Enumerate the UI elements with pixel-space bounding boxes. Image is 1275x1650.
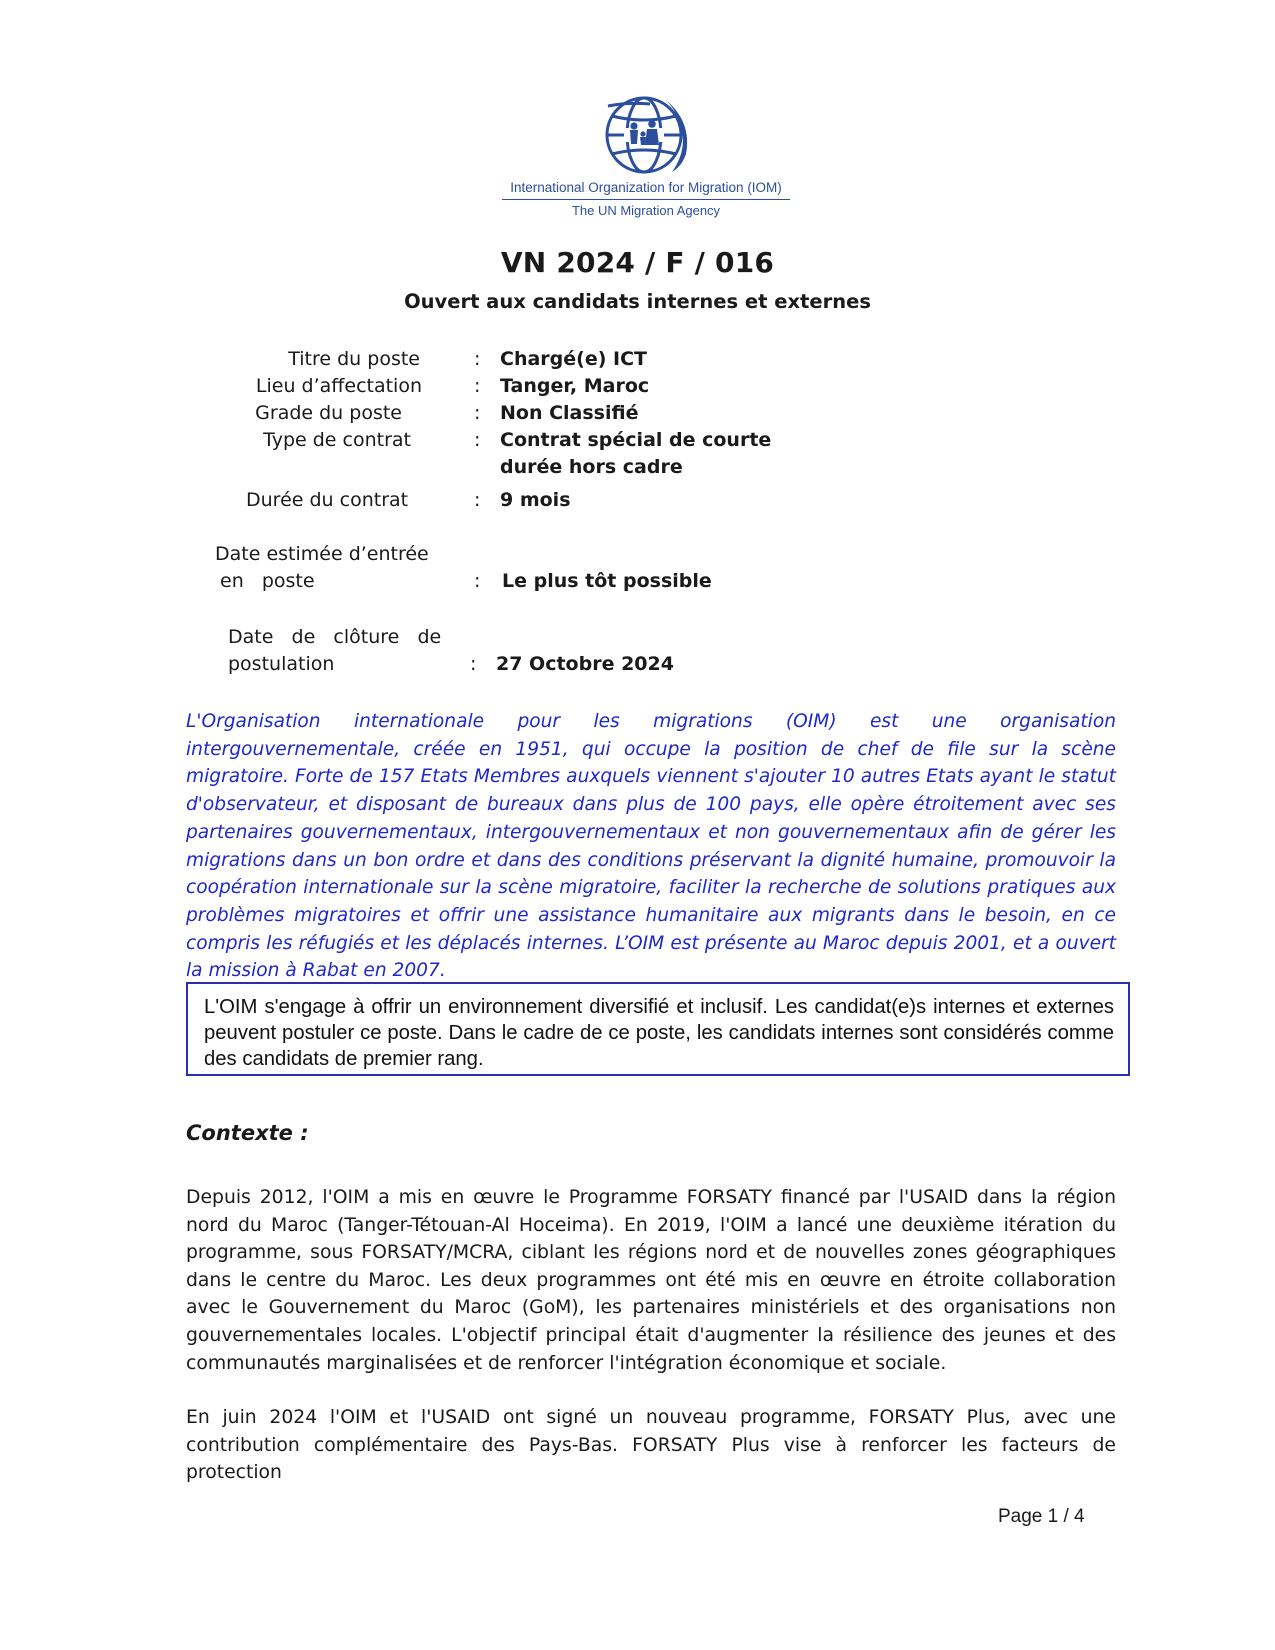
context-heading: Contexte : [186,1121,309,1145]
start-date-value: Le plus tôt possible [502,570,712,592]
iom-logo [496,92,796,218]
logo-divider [502,199,790,200]
location-value: Tanger, Maroc [500,375,650,397]
vacancy-reference: VN 2024 / F / 016 [500,246,775,279]
duration-value: 9 mois [500,489,571,511]
contract-type-value-line2: durée hors cadre [500,456,683,478]
contract-type-colon: : [474,429,481,451]
contract-type-label: Type de contrat [263,429,411,451]
closing-date-value: 27 Octobre 2024 [496,653,674,675]
grade-colon: : [474,402,481,424]
logo-organization-name: International Organization for Migration (IOM) [510,180,782,195]
closing-date-colon: : [470,653,477,675]
closing-date-label-line1: Date de clôture de [228,626,442,648]
post-title-value: Chargé(e) ICT [500,348,647,370]
start-date-colon: : [474,570,481,592]
vacancy-subtitle: Ouvert aux candidats internes et externes [404,290,871,313]
logo-tagline: The UN Migration Agency [571,203,721,218]
context-paragraph-2: En juin 2024 l'OIM et l'USAID ont signé un nouveau programme, FORSATY Plus, avec une contribution complémentaire des Pays-Bas. FORSATY Plus vise à renforcer les facteurs de protection [186,1407,1116,1484]
grade-label: Grade du poste [255,402,402,424]
iom-introduction-paragraph: L'Organisation internationale pour les migrations (OIM) est une organisation intergouvernementale, créée en 1951, qui occupe la position de chef de file sur la scène migratoire. Forte de 157 Etats Membres auxquels viennent s'ajouter 10 autres Etats ayant le statut d'observateur, et disposant de bureaux dans plus de 100 pays, elle opère étroitement avec ses partenaires gouvernementaux, intergouvernementaux et non gouvernementaux afin de gérer les migrations dans un bon ordre et dans des conditions préservant la dignité humaine, promouvoir la coopération internationale sur la scène migratoire, faciliter la recherche de solutions pratiques aux problèmes migratoires et offrir une assistance humanitaire aux migrants dans le besoin, en ce compris les réfugiés et les déplacés internes. L’OIM est présente au Maroc depuis 2001, et a ouvert la mission à Rabat en 2007. [186,711,1116,982]
start-date-label-line1: Date estimée d’entrée [215,543,429,565]
grade-value: Non Classifié [500,402,639,424]
post-title-label: Titre du poste [288,348,420,370]
contract-type-value-line1: Contrat spécial de courte [500,429,772,451]
post-title-colon: : [474,348,481,370]
duration-label: Durée du contrat [246,489,409,511]
iom-globe-family-logo-icon [598,92,694,178]
location-colon: : [474,375,481,397]
location-label: Lieu d’affectation [255,375,422,397]
start-date-label-line2: en poste [220,570,315,592]
diversity-notice-box: L'OIM s'engage à offrir un environnement diversifié et inclusif. Les candidat(e)s internes et externes peuvent postuler ce poste. Dans le cadre de ce poste, les candidats internes sont considérés comme des candidats de premier rang. [186,982,1130,1076]
closing-date-label-line2: postulation [228,653,335,675]
context-paragraph-1: Depuis 2012, l'OIM a mis en œuvre le Programme FORSATY financé par l'USAID dans la région nord du Maroc (Tanger-Tétouan-Al Hoceima). En 2019, l'OIM a lancé une deuxième itération du programme, sous FORSATY/MCRA, ciblant les régions nord et de nouvelles zones géographiques dans le centre du Maroc. Les deux programmes ont été mis en œuvre en étroite collaboration avec le Gouvernement du Maroc (GoM), les partenaires ministériels et des organisations non gouvernementales locales. L'objectif principal était d'augmenter la résilience des jeunes et des communautés marginalisées et de renforcer l'intégration économique et sociale. [186,1187,1116,1374]
duration-colon: : [474,489,481,511]
page-number: Page 1 / 4 [998,1506,1085,1527]
